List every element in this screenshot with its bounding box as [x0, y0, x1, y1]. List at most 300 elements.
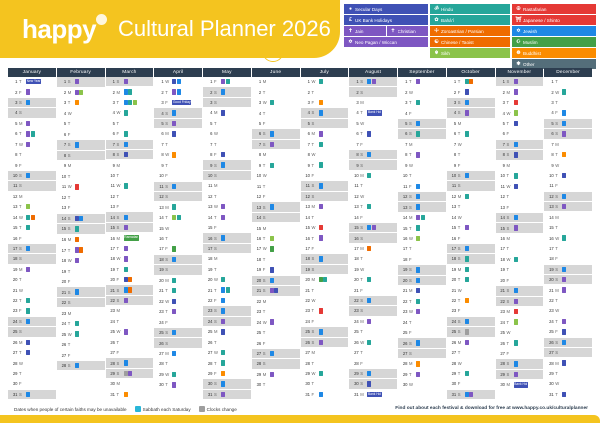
day-row[interactable]	[398, 317, 446, 327]
day-row[interactable]	[544, 317, 592, 327]
day-row[interactable]	[398, 307, 446, 317]
day-row[interactable]	[106, 223, 154, 233]
day-row[interactable]	[252, 192, 300, 202]
event-chip[interactable]	[172, 351, 176, 356]
event-chip[interactable]	[26, 246, 30, 251]
day-row[interactable]	[349, 244, 397, 254]
day-row[interactable]	[301, 119, 349, 129]
day-row[interactable]	[8, 244, 56, 254]
day-row[interactable]	[496, 213, 544, 223]
event-chip[interactable]	[416, 121, 420, 126]
day-row[interactable]	[57, 109, 105, 120]
day-row[interactable]	[252, 286, 300, 296]
event-chip[interactable]	[367, 225, 371, 230]
event-chip[interactable]	[172, 382, 176, 387]
event-chip[interactable]	[172, 299, 176, 304]
day-row[interactable]	[496, 87, 544, 97]
day-row[interactable]	[447, 129, 495, 139]
day-row[interactable]	[8, 233, 56, 243]
day-row[interactable]	[544, 212, 592, 222]
event-chip[interactable]	[26, 340, 30, 345]
event-chip[interactable]	[319, 277, 323, 282]
day-row[interactable]	[398, 223, 446, 233]
day-row[interactable]	[544, 108, 592, 118]
day-row[interactable]	[252, 98, 300, 108]
legend-item[interactable]	[344, 37, 428, 47]
event-chip[interactable]	[562, 131, 566, 136]
event-chip[interactable]	[562, 360, 566, 365]
day-row[interactable]	[57, 88, 105, 99]
day-row[interactable]	[301, 317, 349, 327]
day-row[interactable]	[57, 203, 105, 214]
day-row[interactable]	[106, 265, 154, 275]
event-chip[interactable]	[319, 131, 323, 136]
day-row[interactable]	[154, 276, 202, 286]
day-row[interactable]	[301, 212, 349, 222]
event-chip[interactable]	[562, 329, 566, 334]
day-row[interactable]	[8, 181, 56, 191]
event-chip[interactable]	[124, 287, 128, 292]
day-row[interactable]	[57, 245, 105, 256]
day-row[interactable]	[8, 212, 56, 222]
day-row[interactable]	[349, 233, 397, 243]
event-chip[interactable]	[416, 152, 420, 157]
legend-item[interactable]	[512, 37, 596, 47]
day-row[interactable]	[496, 192, 544, 202]
event-chip[interactable]	[75, 321, 79, 326]
event-chip[interactable]	[465, 371, 469, 376]
event-chip[interactable]	[75, 258, 79, 263]
day-row[interactable]	[203, 192, 251, 202]
day-row[interactable]	[106, 77, 154, 87]
day-row[interactable]	[57, 235, 105, 246]
day-row[interactable]	[203, 358, 251, 368]
event-chip[interactable]	[416, 194, 420, 199]
day-row[interactable]	[252, 140, 300, 150]
event-chip[interactable]	[270, 319, 274, 324]
event-chip[interactable]	[221, 319, 225, 324]
event-chip[interactable]	[465, 319, 469, 324]
day-row[interactable]	[8, 369, 56, 379]
event-chip[interactable]	[416, 100, 420, 105]
event-chip[interactable]	[514, 100, 518, 105]
event-chip[interactable]	[514, 340, 518, 345]
day-row[interactable]	[203, 275, 251, 285]
day-row[interactable]	[154, 255, 202, 265]
day-row[interactable]	[57, 287, 105, 298]
event-chip[interactable]	[26, 267, 30, 272]
day-row[interactable]	[496, 317, 544, 327]
event-chip[interactable]	[79, 216, 83, 221]
day-row[interactable]	[57, 329, 105, 340]
day-row[interactable]	[106, 108, 154, 118]
day-row[interactable]	[252, 328, 300, 338]
day-row[interactable]	[349, 265, 397, 275]
event-chip[interactable]	[465, 100, 469, 105]
day-row[interactable]	[203, 254, 251, 264]
day-row[interactable]	[301, 254, 349, 264]
day-row[interactable]	[203, 233, 251, 243]
day-row[interactable]	[8, 275, 56, 285]
day-row[interactable]	[544, 233, 592, 243]
event-chip[interactable]	[416, 215, 420, 220]
day-row[interactable]	[8, 390, 56, 400]
day-row[interactable]	[203, 244, 251, 254]
day-row[interactable]	[398, 349, 446, 359]
day-row[interactable]	[496, 370, 544, 380]
event-chip[interactable]	[270, 131, 274, 136]
event-chip[interactable]	[124, 89, 128, 94]
day-row[interactable]	[154, 265, 202, 275]
legend-item[interactable]	[430, 15, 510, 25]
day-row[interactable]	[496, 202, 544, 212]
event-chip[interactable]	[367, 340, 371, 345]
event-chip[interactable]: Bank Hol	[368, 391, 381, 396]
day-row[interactable]	[57, 151, 105, 162]
day-row[interactable]	[496, 286, 544, 296]
event-chip[interactable]	[562, 340, 566, 345]
event-chip[interactable]	[172, 121, 176, 126]
day-row[interactable]	[447, 317, 495, 327]
day-row[interactable]	[154, 161, 202, 171]
event-chip[interactable]	[31, 215, 35, 220]
event-chip[interactable]	[465, 246, 469, 251]
event-chip[interactable]	[124, 152, 128, 157]
event-chip[interactable]	[221, 152, 225, 157]
event-chip[interactable]	[128, 287, 132, 292]
day-row[interactable]	[447, 358, 495, 368]
day-row[interactable]	[203, 348, 251, 358]
day-row[interactable]	[57, 256, 105, 267]
event-chip[interactable]	[514, 89, 518, 94]
event-chip[interactable]	[514, 299, 518, 304]
day-row[interactable]	[57, 350, 105, 361]
event-chip[interactable]	[177, 79, 181, 84]
day-row[interactable]	[8, 129, 56, 139]
day-row[interactable]	[106, 244, 154, 254]
day-row[interactable]	[349, 338, 397, 348]
day-row[interactable]	[252, 223, 300, 233]
day-row[interactable]	[154, 182, 202, 192]
event-chip[interactable]	[221, 287, 225, 292]
event-chip[interactable]	[514, 215, 518, 220]
event-chip[interactable]	[514, 309, 518, 314]
event-chip[interactable]	[465, 267, 469, 272]
legend-item[interactable]	[430, 26, 510, 36]
day-row[interactable]	[349, 129, 397, 139]
day-row[interactable]	[57, 161, 105, 172]
event-chip[interactable]: Good Friday	[173, 99, 191, 104]
event-chip[interactable]	[172, 278, 176, 283]
day-row[interactable]	[301, 379, 349, 389]
day-row[interactable]	[398, 140, 446, 150]
day-row[interactable]	[447, 296, 495, 306]
legend-item[interactable]	[387, 26, 429, 36]
day-row[interactable]	[447, 338, 495, 348]
day-row[interactable]	[301, 369, 349, 379]
day-row[interactable]	[496, 140, 544, 150]
day-row[interactable]	[544, 275, 592, 285]
day-row[interactable]	[154, 129, 202, 139]
event-chip[interactable]	[319, 183, 323, 188]
day-row[interactable]	[301, 285, 349, 295]
day-row[interactable]	[301, 181, 349, 191]
day-row[interactable]	[203, 212, 251, 222]
event-chip[interactable]	[270, 142, 274, 147]
event-chip[interactable]	[270, 236, 274, 241]
day-row[interactable]	[106, 212, 154, 222]
event-chip[interactable]	[367, 381, 371, 386]
day-row[interactable]	[301, 390, 349, 400]
day-row[interactable]	[106, 275, 154, 285]
day-row[interactable]	[106, 285, 154, 295]
day-row[interactable]	[203, 379, 251, 389]
event-chip[interactable]	[172, 330, 176, 335]
day-row[interactable]	[349, 160, 397, 170]
day-row[interactable]	[252, 380, 300, 390]
event-chip[interactable]	[469, 79, 473, 84]
day-row[interactable]	[57, 140, 105, 151]
day-row[interactable]	[57, 172, 105, 183]
day-row[interactable]	[544, 160, 592, 170]
day-row[interactable]	[447, 223, 495, 233]
day-row[interactable]	[398, 265, 446, 275]
event-chip[interactable]	[416, 278, 420, 283]
event-chip[interactable]	[124, 131, 128, 136]
day-row[interactable]	[252, 265, 300, 275]
event-chip[interactable]	[465, 256, 469, 261]
day-row[interactable]	[544, 171, 592, 181]
event-chip[interactable]	[465, 298, 469, 303]
event-chip[interactable]	[319, 162, 323, 167]
event-chip[interactable]	[26, 173, 30, 178]
day-row[interactable]	[203, 87, 251, 97]
event-chip[interactable]	[514, 257, 518, 262]
day-row[interactable]	[398, 77, 446, 87]
event-chip[interactable]	[270, 100, 274, 105]
day-row[interactable]	[447, 369, 495, 379]
day-row[interactable]	[252, 202, 300, 212]
event-chip[interactable]: Bank Hol	[514, 382, 528, 387]
day-row[interactable]	[57, 361, 105, 372]
day-row[interactable]	[252, 77, 300, 87]
event-chip[interactable]	[562, 121, 566, 126]
event-chip[interactable]	[465, 340, 469, 345]
event-chip[interactable]	[416, 288, 420, 293]
event-chip[interactable]	[514, 361, 518, 366]
day-row[interactable]	[398, 161, 446, 171]
day-row[interactable]	[398, 202, 446, 212]
day-row[interactable]	[252, 297, 300, 307]
event-chip[interactable]	[469, 392, 473, 397]
day-row[interactable]	[252, 129, 300, 139]
day-row[interactable]	[203, 140, 251, 150]
event-chip[interactable]	[465, 329, 469, 334]
day-row[interactable]	[496, 98, 544, 108]
event-chip[interactable]	[226, 79, 230, 84]
day-row[interactable]	[154, 87, 202, 97]
day-row[interactable]	[106, 192, 154, 202]
day-row[interactable]	[203, 160, 251, 170]
day-row[interactable]	[398, 119, 446, 129]
event-chip[interactable]	[562, 110, 566, 115]
event-chip[interactable]	[416, 236, 420, 241]
event-chip[interactable]	[514, 152, 518, 157]
day-row[interactable]	[447, 119, 495, 129]
day-row[interactable]	[106, 379, 154, 389]
day-row[interactable]	[154, 359, 202, 369]
day-row[interactable]	[252, 317, 300, 327]
day-row[interactable]	[398, 108, 446, 118]
event-chip[interactable]	[367, 319, 371, 324]
day-row[interactable]	[203, 150, 251, 160]
day-row[interactable]	[447, 265, 495, 275]
event-chip[interactable]	[172, 79, 176, 84]
day-row[interactable]	[496, 328, 544, 338]
event-chip[interactable]	[514, 79, 518, 84]
day-row[interactable]	[106, 317, 154, 327]
event-chip[interactable]	[416, 309, 420, 314]
day-row[interactable]	[398, 297, 446, 307]
day-row[interactable]	[8, 150, 56, 160]
day-row[interactable]	[544, 254, 592, 264]
day-row[interactable]	[496, 119, 544, 129]
day-row[interactable]	[57, 308, 105, 319]
day-row[interactable]	[106, 181, 154, 191]
day-row[interactable]	[106, 87, 154, 97]
event-chip[interactable]	[367, 298, 371, 303]
day-row[interactable]	[398, 286, 446, 296]
day-row[interactable]	[154, 98, 202, 108]
day-row[interactable]	[496, 307, 544, 317]
event-chip[interactable]	[367, 173, 371, 178]
day-row[interactable]	[398, 244, 446, 254]
event-chip[interactable]	[177, 215, 181, 220]
event-chip[interactable]	[172, 246, 176, 251]
event-chip[interactable]	[367, 152, 371, 157]
event-chip[interactable]	[319, 225, 323, 230]
day-row[interactable]	[203, 369, 251, 379]
event-chip[interactable]	[124, 256, 128, 261]
event-chip[interactable]	[319, 235, 323, 240]
day-row[interactable]	[8, 379, 56, 389]
day-row[interactable]	[301, 129, 349, 139]
day-row[interactable]	[544, 202, 592, 212]
event-chip[interactable]	[319, 142, 323, 147]
event-chip[interactable]	[514, 184, 518, 189]
event-chip[interactable]	[514, 372, 518, 377]
day-row[interactable]	[154, 297, 202, 307]
day-row[interactable]	[349, 77, 397, 87]
day-row[interactable]	[301, 338, 349, 348]
day-row[interactable]	[447, 348, 495, 358]
event-chip[interactable]	[124, 100, 128, 105]
event-chip[interactable]	[26, 308, 30, 313]
day-row[interactable]	[301, 296, 349, 306]
day-row[interactable]	[544, 98, 592, 108]
event-chip[interactable]	[367, 246, 371, 251]
day-row[interactable]	[398, 182, 446, 192]
day-row[interactable]	[447, 244, 495, 254]
event-chip[interactable]	[75, 216, 79, 221]
day-row[interactable]	[8, 348, 56, 358]
event-chip[interactable]	[514, 225, 518, 230]
day-row[interactable]	[203, 296, 251, 306]
event-chip[interactable]	[562, 267, 566, 272]
day-row[interactable]	[301, 171, 349, 181]
day-row[interactable]	[252, 213, 300, 223]
event-chip[interactable]	[172, 288, 176, 293]
day-row[interactable]	[447, 77, 495, 87]
event-chip[interactable]	[128, 277, 132, 282]
event-chip[interactable]	[172, 215, 176, 220]
day-row[interactable]	[447, 181, 495, 191]
event-chip[interactable]	[562, 194, 566, 199]
event-chip[interactable]	[31, 131, 35, 136]
day-row[interactable]	[106, 140, 154, 150]
day-row[interactable]	[349, 348, 397, 358]
event-chip[interactable]	[221, 215, 225, 220]
day-row[interactable]	[8, 327, 56, 337]
day-row[interactable]	[154, 317, 202, 327]
day-row[interactable]	[8, 285, 56, 295]
day-row[interactable]	[154, 77, 202, 87]
event-chip[interactable]	[562, 235, 566, 240]
day-row[interactable]	[544, 327, 592, 337]
day-row[interactable]	[496, 265, 544, 275]
day-row[interactable]	[154, 307, 202, 317]
day-row[interactable]	[447, 160, 495, 170]
day-row[interactable]	[106, 254, 154, 264]
day-row[interactable]	[301, 108, 349, 118]
event-chip[interactable]	[221, 204, 225, 209]
day-row[interactable]	[349, 317, 397, 327]
day-row[interactable]	[203, 77, 251, 87]
event-chip[interactable]	[26, 121, 30, 126]
day-row[interactable]	[447, 275, 495, 285]
day-row[interactable]	[398, 98, 446, 108]
event-chip[interactable]	[562, 173, 566, 178]
event-chip[interactable]	[226, 287, 230, 292]
day-row[interactable]	[203, 317, 251, 327]
day-row[interactable]	[8, 265, 56, 275]
day-row[interactable]	[252, 108, 300, 118]
event-chip[interactable]	[26, 298, 30, 303]
day-row[interactable]	[8, 338, 56, 348]
event-chip[interactable]	[270, 267, 274, 272]
day-row[interactable]	[8, 358, 56, 368]
event-chip[interactable]	[172, 184, 176, 189]
event-chip[interactable]	[514, 319, 518, 324]
day-row[interactable]	[398, 150, 446, 160]
event-chip[interactable]	[319, 308, 323, 313]
day-row[interactable]	[57, 98, 105, 109]
day-row[interactable]	[252, 359, 300, 369]
day-row[interactable]	[8, 160, 56, 170]
day-row[interactable]	[496, 380, 544, 390]
event-chip[interactable]	[75, 79, 79, 84]
day-row[interactable]	[57, 266, 105, 277]
day-row[interactable]	[106, 358, 154, 368]
day-row[interactable]	[447, 285, 495, 295]
day-row[interactable]	[106, 306, 154, 316]
event-chip[interactable]	[172, 152, 176, 157]
day-row[interactable]	[154, 192, 202, 202]
day-row[interactable]	[57, 277, 105, 288]
event-chip[interactable]	[367, 79, 371, 84]
day-row[interactable]	[8, 296, 56, 306]
event-chip[interactable]	[221, 110, 225, 115]
